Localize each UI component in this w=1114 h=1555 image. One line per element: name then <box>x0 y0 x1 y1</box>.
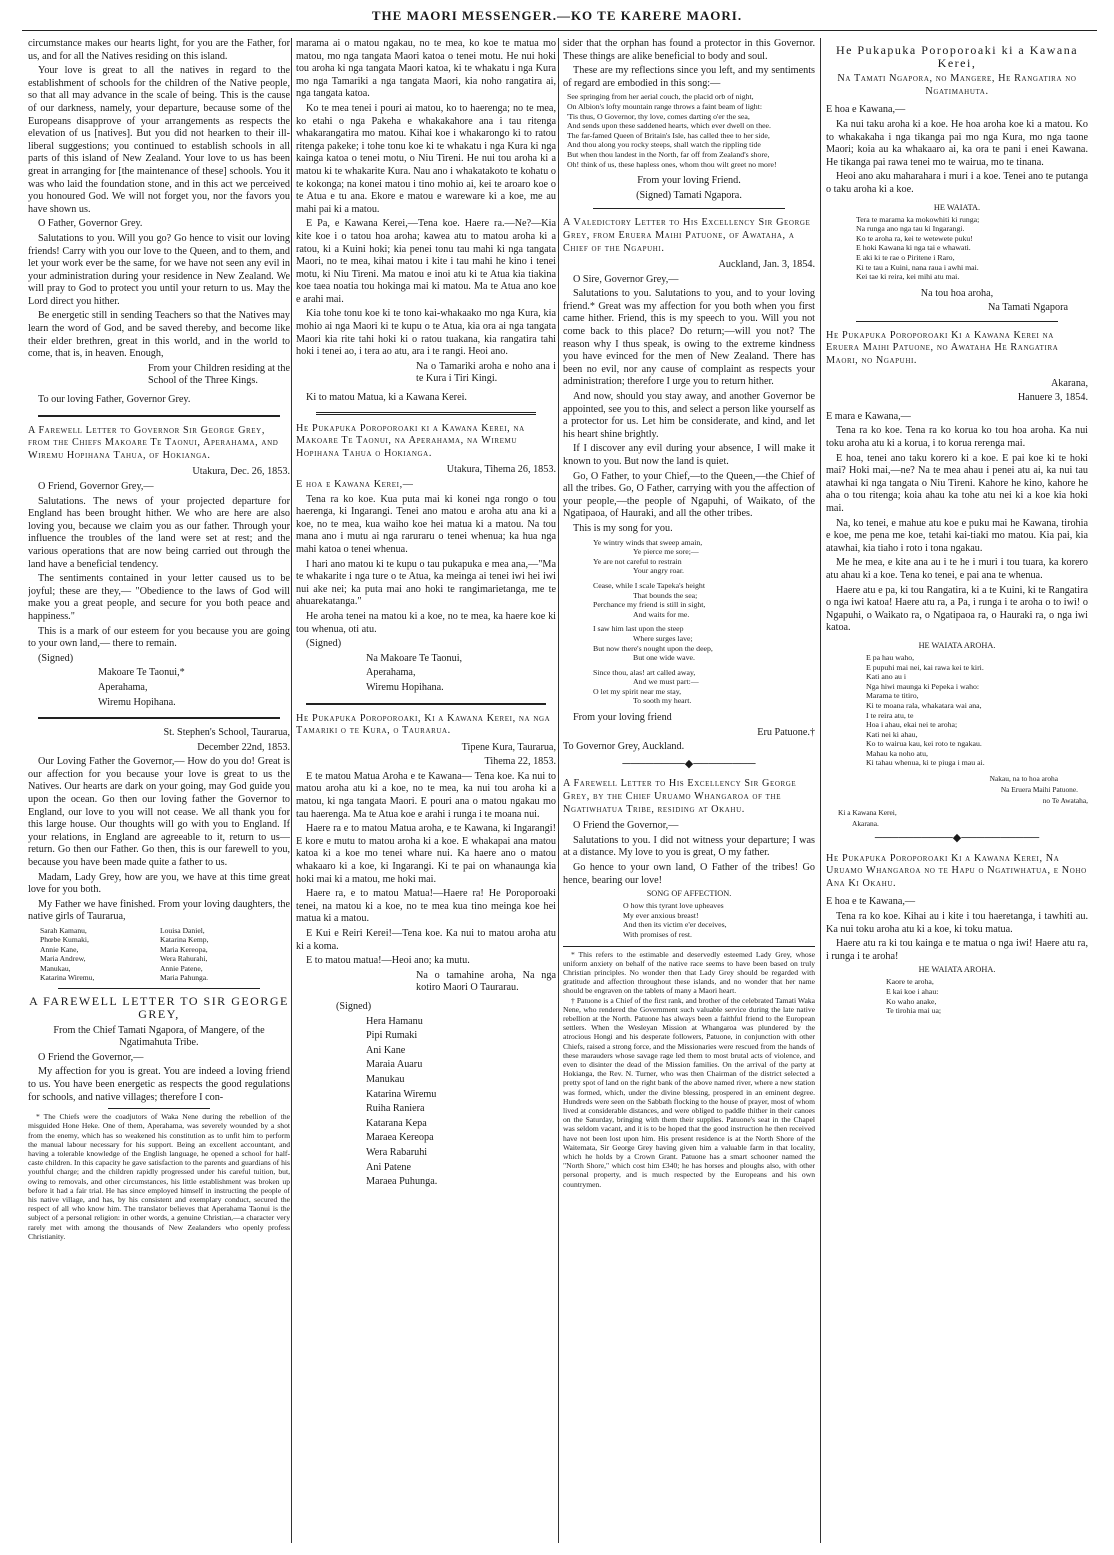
salutation: E mara e Kawana,— <box>826 410 911 422</box>
signature: From your loving Friend. <box>637 175 741 187</box>
poem-line: And sends upon these saddened hearts, which ever dwell on thee. <box>567 121 771 131</box>
poem-line: But one wide wave. <box>633 653 695 663</box>
signed-label: (Signed) <box>306 638 342 650</box>
article-heading: He Pukapuka Poroporoaki ki a Kawana Kerei, na Makoare Te Taonui, na Aperahama, na Wiremu Hopihana Tahua o Hokianga. <box>296 422 525 459</box>
column-divider <box>291 38 292 1543</box>
footnote-rule <box>108 1108 210 1109</box>
poem-line: O let my spirit near me stay, <box>593 686 682 696</box>
signature: Nakau, na to hoa aroha <box>989 774 1058 784</box>
poem-line: To sooth my heart. <box>633 696 692 706</box>
paragraph: Salutations to you. Will you go? Go hence to visit our loving friends! Carry with you our love to the Queen, and to them, and let your work ever be the same, for we have not seen any evil in your administration during your residence in New Zealand. We will pray to God to protect you until your return to us. May the Lord direct you hither. <box>28 232 290 307</box>
signatory: Maraea Puhunga. <box>366 1176 438 1188</box>
poem-line: I te reira atu, te <box>866 710 914 720</box>
salutation: O Father, Governor Grey. <box>38 218 143 230</box>
poem-line: But now there's nought upon the deep, <box>593 643 713 653</box>
paragraph: E to matou matua!—Heoi ano; ka mutu. <box>306 955 470 967</box>
signatory: Pipi Rumaki <box>366 1030 418 1042</box>
poem <box>563 538 815 707</box>
paragraph: E hoa, tenei ano taku korero ki a koe. E pai koe ki te hoki mai? Hoki mai,—ne? Na te mea ahau i penei atu ai, ka nui tau atawhai ki nga tangata o Niu Tireni. Kahore he kino, kahore he aha o tou ritenga; koia ahau ka tohe atu nei ki a koe kia hoki mai. <box>826 452 1088 514</box>
poem-line: Kati nei ki ahau, <box>866 729 918 739</box>
poem-line: But when thou landest in the North, far off from Zealand's shore, <box>567 149 770 159</box>
signatory: Annie Patene, <box>160 963 203 973</box>
dateline: Tipene Kura, Taurarua, <box>461 741 556 753</box>
article-heading: He Pukapuka Poroporoaki, Ki a Kawana Kerei, na nga Tamariki o te Kura, o Taurarua. <box>296 712 551 737</box>
poem-line: Ko to wairua kau, kei roto te ngakau. <box>866 739 982 749</box>
paragraph: Haere atu ra ki tou kainga e te matua o nga iwi! Haere atu ra, i runga i te aroha! <box>826 938 1088 962</box>
paragraph: Tena ra ko koe. Tena ra ko korua ko tou hoa aroha. Ka nui toku aroha atu ki a korua, i to korua rerenga mai. <box>826 425 1088 450</box>
poem-line: Your angry roar. <box>633 566 684 576</box>
signature: Na Tamati Ngapora <box>987 302 1068 314</box>
paragraph: Go, O Father, to your Chief,—to the Queen,—the Chief of all the tribes. Go, O Father, carrying with you the affection of your people,—the people of Ngapuhi, of Waikato, of the Ngatipaoa, of Hauraki, and all the other tribes. <box>563 470 815 520</box>
section-rule <box>316 412 536 415</box>
signatory: Wiremu Hopihana. <box>98 696 176 708</box>
song-heading: HE WAIATA. <box>933 202 981 212</box>
poem <box>826 653 1088 768</box>
address: Akarana. <box>852 818 879 828</box>
paragraph: Haere atu e pa, ki tou Rangatira, ki a te Kuini, ki te Rangatira o nga iwi katoa! Haere atu ra, a Pa, i runga i te aroha o to iwi! o Ngapuhi, o Waikato ra, o Ngatipaoa ra, o Hauraki ra, o nga iwi katoa. <box>826 584 1088 634</box>
signature: Na o tamahine aroha, Na nga kotiro Maori O Taurarau. <box>416 969 556 994</box>
signatory: Katarina Kemp, <box>160 935 209 945</box>
paragraph: Go hence to your own land, O Father of the tribes! Go hence, bearing our love! <box>563 862 815 886</box>
masthead: THE MAORI MESSENGER.—KO TE KARERE MAORI. <box>371 8 743 23</box>
poem-line: Kei tae ki reira, kei mihi atu mai. <box>856 272 960 282</box>
poem-line: Ye are not careful to restrain <box>593 556 682 566</box>
ornament-rule: ──────────◆────────── <box>874 832 1040 845</box>
section-rule <box>593 208 785 209</box>
article-subheading: Na Tamati Ngapora, no Mangere, He Rangatira no Ngatimahuta. <box>837 73 1077 97</box>
signatory: Wera Rahurahi, <box>160 954 208 964</box>
paragraph: If I discover any evil during your absence, I will make it known to you. But now the land is quiet. <box>563 443 815 467</box>
paragraph: E Pa, e Kawana Kerei,—Tena koe. Haere ra.—Ne?—Kia kite koe i o tatou hoa aroha; kawea atu to matou aroha ki a ratou, ki a Kuini hoki; kia penei tonu tau mahi ki nga tangata Maori, no te mea, kihai matou i kite i tau mahi he kino i tenei motu, ki Niu Tireni. Ma matou e inoi atu ki te Atua kia tiakina koe taea noatia tou hokinga mai ki matou. Ma te Atua ano koe e arahi mai. <box>296 218 556 305</box>
signature: Na tou hoa aroha, <box>920 287 994 299</box>
paragraph: Heoi ano aku maharahara i muri i a koe. Tenei ano te putanga o taku aroha ki a koe. <box>826 171 1088 195</box>
signatory: Maraea Kereopa <box>366 1132 434 1144</box>
footnote: † Patuone is a Chief of the first rank, and brother of the celebrated Tamati Waka Nene, who rendered the Government such valuable service during the late native rebellion at the North. Patuone has always been a faithful friend to the European settlers. When the Wesleyan Mission at Whangaroa was plundered by the atrocious Hongi and his desperate followers, Patuone, in conjunction with other Chiefs, raised a strong force, and the Missionaries were rescued from the hands of these marauders whose savage rage led them to most brutal acts of violence, and even to disinter the dead of the Mission families. On the arrival of the party at Hokianga, the Rev. N. Turner, who was then Chairman of the district selected a pretty spot of land on the right bank of the above named river, where a new station was formed, which, under the divine blessing, prospered in an eminent degree. Hundreds were seen on the Sabbath flocking to the house of prayer, most of whom lived at considerable distances, and were obliged to paddle thither in their canoes on the Saturday, bringing with them their supplies. Patuone's seat in the Chapel was seldom vacant, and it is to be hoped that the good instruction he then received have not been lost upon him. His present residence is at the North Shore of the Waitemata, Sir George Grey having given him a valuable farm in that locality, which he holds by a Crown Grant. Patuone has a smart schooner named the "North Shore," which cost him £340; he has horses and ploughs also, with other personal property, and is much respected by the Europeans and his own countrymen. <box>563 995 815 1189</box>
poem <box>563 901 815 939</box>
paragraph: Be energetic still in sending Teachers so that the Natives may learn the word of God, and be saved thereby, and become like their elder brethren, great in this world, and in the world to come, that is, in heaven. Enough, <box>28 310 290 360</box>
paragraph: Your love is great to all the natives in regard to the establishment of schools for the children of the Native people, so that all may advance in the scale of being. This is the cause of our darkness, namely, your departure, because some of the Europeans disapprove of your arrangements as respects the elevation of us [natives]. But you did not hearken to their ill-liberal suggestions; you continued to establish schools in all parts of this island of New Zealand. Your love to us has been great in arranging for [the maintenance of these] schools. You it was who laid the foundation stone, and in this act we perceived you honoured God. We will not forget you, nor the favors you have shown us. <box>28 65 290 215</box>
poem-line: Na runga ano nga tau ki Ingarangi. <box>856 224 965 234</box>
article-heading: A Farewell Letter to His Excellency Sir George Grey, by the Chief Uruamo Whangaroa of the Ngatiwhatua Tribe, residing at Okahu. <box>563 778 797 815</box>
paragraph: Salutations. The news of your projected departure for England has been brought hither. We who are here are also loving you, because we claim you as our father. Through your influence the troubles of the land were set at rest; and the various operations that are now being carried out through the land have a beneficial tendency. <box>28 495 290 570</box>
poem-line: E kai koe i ahau: <box>886 987 939 997</box>
address: Ki a Kawana Kerei, <box>838 807 897 817</box>
article-subheading: From the Chief Tamati Ngapora, of Mangere, of the Ngatimahuta Tribe. <box>53 1024 265 1049</box>
poem-line: Ki te tau a Kuini, nana raua i awhi mai. <box>856 262 979 272</box>
poem-line: With promises of rest. <box>623 929 692 939</box>
poem <box>826 977 1088 1015</box>
dateline: St. Stephen's School, Taurarua, <box>163 727 290 739</box>
poem-line: Kaore te aroha, <box>886 977 934 987</box>
ornament-rule: ────────◆──────── <box>622 757 756 770</box>
paragraph: And now, should you stay away, and another Governor be appointed, see you to this, and select a person like yourself as a protector for us. Let him be considerate, and kind, and let his heart shine brightly. <box>563 391 815 440</box>
poem-line: Perchance my friend is still in sight, <box>593 600 706 610</box>
poem-line: I saw him last upon the steep <box>593 624 684 634</box>
paragraph: Haere ra e to matou Matua aroha, e te Kawana, ki Ingarangi! E kore e mutu to matou aroha ki a koe. E whakapai ana matou katoa ki a koe mo tenei whare nui. Ka haere ano o matou whakaaro ki a koe, ki Ingarangi. Ki te pai on whanaunga kia hoki mai ki a matou, me hoki mai. <box>296 823 556 885</box>
section-rule <box>58 988 260 989</box>
song-heading: SONG OF AFFECTION. <box>646 889 732 899</box>
footnote: * The Chiefs were the coadjutors of Waka Nene during the rebellion of the misguided Hone Heke. One of them, Aperahama, was severely wounded by a shot from the enemy, which has so weakened his constitution as to unfit him to perform the manual labour necessary for his support. Being an excellent accountant, and having a tolerable knowledge of the English language, he opened a school for half-caste children. In this capacity he gave satisfaction to the parents and guardians of his youthful charge; and the children rapidly progressed under his careful tuition, but, owing to removals, and other circumstances, his little establishment was broken up before it had a fair trial. He has since employed himself in instructing the people of his native village, and has, by his consistent and exemplary conduct, secured the respect of all who know him. The translator believes that Aperahama Taonui is the subject of a personal religion: in other words, a genuine Christian,—a character very rarely met with among the thousands of New Zealanders who openly profess Christianity. <box>28 1112 290 1241</box>
address: Ki to matou Matua, ki a Kawana Kerei. <box>306 392 467 404</box>
signatory: Ani Patene <box>366 1161 411 1173</box>
poem-line: On Albion's lofty mountain range throws a faint beam of light: <box>567 101 762 111</box>
poem-line: Since thou, alas! art called away, <box>593 667 696 677</box>
paragraph: Na, ko tenei, e mahue atu koe e puku mai he Kawana, tirohia e koe, me pena me koe, tetahi kai-tiaki mo matou. Kia pai, kia atawhai, kia tiaho i roto i tona ngakau. <box>826 517 1088 554</box>
paragraph: Ko te mea tenei i pouri ai matou, ko to haerenga; no te mea, ko etahi o nga Pakeha e whakakahore ana i tau ritenga whakarangatira mo matou. Kihai koe i whakarongo ki to ratou ritenga pakeke; i tohe tonu koe ki te whakatu i nga Kura ki nga kainga katoa o tenei motu, o Niu Tireni. He nui tou aroha ki a matou ki te whakarite Kura. Nau ano i whakatakoto te kohatu o te kokonga; na konei matou i tino mohio ai, kei te aroaro koe o te Atua e tu ana. Ekore e matou e wareware ki a koe, me au mahi pai ki a matou. <box>296 102 556 215</box>
paragraph: Salutations to you. I did not witness your departure; I was at a distance. My love to you is great, O my father. <box>563 834 815 859</box>
address: To Governor Grey, Auckland. <box>563 741 685 753</box>
dateline: Hanuere 3, 1854. <box>1017 392 1088 404</box>
song-heading: HE WAIATA AROHA. <box>918 965 996 975</box>
dateline: Utakura, Tihema 26, 1853. <box>446 464 556 476</box>
poem-line: E pupuhi mai nei, kai rawa kei te kiri. <box>866 662 984 672</box>
paragraph: Haere ra, e to matou Matua!—Haere ra! He Poroporoaki tenei, na matou ki a koe, no te mea kua tino meinga koe hei matua ki a matou. <box>296 888 556 925</box>
signatory: Maria Pahunga. <box>160 973 209 983</box>
poem-line: Tera te marama ka mokowhiti ki runga; <box>856 214 980 224</box>
poem-line: My ever anxious breast! <box>623 910 699 920</box>
paragraph: This is my song for you. <box>573 522 673 534</box>
poem-line: E hoki Kawana ki nga tai e whawati. <box>856 243 971 253</box>
signature: Na Eruera Maihi Patuone. <box>1000 785 1078 795</box>
signature: (Signed) Tamati Ngapora. <box>636 189 742 201</box>
paragraph: Our Loving Father the Governor,— How do you do! Great is our affection for you because your love is great to us the Natives. Our hearts are dark on your going, may God guide you upon the ocean. Go then our loving father the Governor to England, our love to you will not cease. We all thank you for this large house. Our thoughts will go with you to England. If your relations, in England are agreeable to it, return to us—return. Go then our Father. Go then, this is our farewell to you, because you have been made quite a father to us. <box>28 756 290 869</box>
column-divider <box>558 38 559 1543</box>
poem-line: Ye wintry winds that sweep amain, <box>593 537 703 547</box>
poem <box>826 215 1088 282</box>
paragraph: marama ai o matou ngakau, no te mea, ko koe te matua mo matou, mo nga tangata Maori katoa o tenei motu. He nui hoki tou aroha ki nga tangata Maori katoa, ki te whakatu i nga Kura mo nga Tamariki a nga tangata Maori, kia noho rangatira ai, nga tangata katoa. <box>296 38 556 100</box>
dateline: Auckland, Jan. 3, 1854. <box>718 259 815 271</box>
signatory: Katarina Wiremu <box>366 1088 437 1100</box>
poem-line: E pa hau waho, <box>866 652 915 662</box>
article-heading: He Pukapuka Poroporoaki ki a Kawana Kerei, <box>835 43 1079 70</box>
signatory-list <box>28 926 290 982</box>
poem-line: See springing from her aerial couch, the placid orb of night, <box>567 92 754 102</box>
signature: From your Children residing at the School of the Three Kings. <box>148 362 290 387</box>
paragraph: circumstance makes our hearts light, for you are the Father, for us, and for all the Natives residing on this island. <box>28 38 290 62</box>
signature: Na o Tamariki aroha e noho ana i te Kura i Tiri Kingi. <box>416 360 556 385</box>
column-divider <box>820 38 821 1543</box>
poem-line: That bounds the sea; <box>633 590 698 600</box>
signatory: Ani Kane <box>366 1044 406 1056</box>
paragraph: The sentiments contained in your letter caused us to be joyful; these are they,— "Obedience to the laws of God will make you a great people, and secure for you both peace and happiness." <box>28 573 290 622</box>
poem-line: Where surges lave; <box>633 633 693 643</box>
poem-line: O how this tyrant love upheaves <box>623 901 724 911</box>
column-2 <box>296 38 556 1543</box>
signatory: Katarina Wiremu, <box>40 973 95 983</box>
section-rule <box>38 415 280 417</box>
section-rule <box>306 703 546 705</box>
salutation: O Friend the Governor,— <box>573 820 679 832</box>
paragraph: He aroha tenei na matou ki a koe, no te mea, ka haere koe ki tou whenua, oti atu. <box>296 610 556 635</box>
paragraph: Madam, Lady Grey, how are you, we have at this time great love for you both. <box>28 871 290 896</box>
poem-line: Nga hiwi maunga ki Pepeka i waho: <box>866 681 980 691</box>
salutation: E hoa e Kawana Kerei,— <box>296 479 414 490</box>
poem-line: And waits for me. <box>633 609 690 619</box>
dateline: Tihema 22, 1853. <box>484 756 556 768</box>
signatory: Wiremu Hopihana. <box>366 681 444 693</box>
poem-line: Marama te titiro, <box>866 691 919 701</box>
paragraph: I hari ano matou ki te kupu o tau pukapuka e mea ana,—"Ma te whakarite i nga ture o te Atua, ka meinga ai tenei iwi hei iwi nui ake nei; ka puta mai ano hoki te rangimarietanga, me te ahuarekatanga." <box>296 558 556 608</box>
poem-line: Cease, while I scale Tapeka's height <box>593 580 705 590</box>
poem-line: Oh! think of us, these hapless ones, whom thou wilt greet no more! <box>567 159 777 169</box>
signatory: Wera Rabaruhi <box>366 1146 428 1158</box>
column-4 <box>826 38 1088 1543</box>
poem-line: Ko te aroha ra, kei te wetewete puku! <box>856 233 973 243</box>
salutation: E hoa e te Kawana,— <box>826 896 916 908</box>
article-heading: A Valedictory Letter to His Excellency Sir George Grey, from Eruera Maihi Patuone, of Awataha, a Chief of the Ngapuhi. <box>563 217 811 254</box>
paragraph: These are my reflections since you left, and my sentiments of regard are embodied in this song:— <box>563 65 815 89</box>
signatory: Hera Hamanu <box>366 1015 423 1027</box>
masthead-rule <box>22 30 1097 31</box>
salutation: O Friend the Governor,— <box>38 1051 144 1063</box>
signatory: Manukau <box>366 1073 405 1085</box>
signature: From your loving friend <box>573 712 672 724</box>
paragraph: Tena ra ko koe. Kihai au i kite i tou haeretanga, i tawhiti au. Ka nui toku aroha atu ki a koe, ki toku matua. <box>826 911 1088 935</box>
section-rule <box>38 717 280 719</box>
paragraph: Me he mea, e kite ana au i te he i muri i tou tuara, ka korero atu ahau ki a koe. Tena ko tenei, e pai ana te whenua. <box>826 557 1088 581</box>
signatory: Aperahama, <box>366 667 416 679</box>
paragraph: This is a mark of our esteem for you because you are going to your own land,— there to remain. <box>28 625 290 650</box>
poem-line: 'Tis thus, O Governor, thy love, comes darting o'er the sea, <box>567 111 750 121</box>
salutation: O Sire, Governor Grey,— <box>573 273 679 285</box>
poem-line: Hoa i ahau, ekai nei te aroha; <box>866 720 958 730</box>
signatory: Phœbe Kumaki, <box>40 935 89 945</box>
dateline: December 22nd, 1853. <box>197 741 290 753</box>
poem-line: Ko waho anake, <box>886 996 937 1006</box>
signatory: Makoare Te Taonui,* <box>98 667 185 679</box>
poem-line: E aki ki te rae o Piritene i Raro, <box>856 252 955 262</box>
footnote: * This refers to the estimable and deservedly esteemed Lady Grey, whose uniform anxiety on behalf of the native race seems to have been based on truly Christian principles. No wonder then that Lady Grey should be regarded with gratitude and affection throughout these islands, and no wonder that her name should be engraven on the tablets of many a Maori heart. <box>563 949 815 996</box>
signatory: Ruiha Raniera <box>366 1103 425 1115</box>
poem-line: Mahau ka noho atu, <box>866 748 928 758</box>
dateline: Utakura, Dec. 26, 1853. <box>192 466 290 478</box>
article-heading: He Pukapuka Poroporoaki Ki a Kawana Kerei, Na Uruamo Whangaroa no te Hapu o Ngatiwhatua, e Noho Ana Ki Okahu. <box>826 852 1087 889</box>
poem-line: Ye pierce me sore;— <box>633 547 699 557</box>
poem-line: And thou along you rocky steeps, shall watch the rippling tide <box>567 140 761 150</box>
paragraph: E te matou Matua Aroha e te Kawana— Tena koe. Ka nui to matou aroha atu ki a koe, no te mea, ka nui tou aroha ki a matou, ki nga tangata Maori. E pouri ana o matou ngakau mo tau haerenga. Ma te Atua koe e arahi i runga i te moana nui. <box>296 770 556 820</box>
signatory: Aperahama, <box>98 681 148 693</box>
paragraph: Tena ra ko koe. Kua puta mai ki konei nga rongo o tou haerenga, ki Ingarangi. Tenei ano matou e aroha atu ana ki a koe, no te mea, kua waiho koe hei matua ki a matou. Na tou mana ano i mutu ai nga raruraru o tenei whenua; ka hua nga mahi katoa o tenei whenua. <box>296 493 556 555</box>
signatory: Louisa Daniel, <box>160 926 205 935</box>
poem-line: And we must part:— <box>633 677 699 687</box>
paragraph: My Father we have finished. From your loving daughters, the native girls of Taurarua, <box>28 898 290 923</box>
article-heading: He Pukapuka Poroporoaki Ki a Kawana Kerei na Eruera Maihi Patuone, no Awataha He Rangatira Maori, no Ngapuhi. <box>826 329 1059 367</box>
salutation: O Friend, Governor Grey,— <box>38 481 154 492</box>
signature: Eru Patuone.† <box>757 726 815 738</box>
signed-label: (Signed) <box>336 1000 372 1012</box>
signature: no Te Awataha, <box>1042 796 1088 806</box>
paragraph: Salutations to you. Salutations to you, and to your loving friend.* Great was my affection for you both when you first came hither. Friend, this is my speech to you. Will you not come back to this place? Do return;—will you not? The reason why I thus speak, is owing to the extreme kindness you have evinced for the men of New Zealand. There has been no evil, nor any cause of complaint as respects your administration; therefore I urge you to return hither. <box>563 288 815 388</box>
footnote-rule <box>563 946 815 947</box>
column-1 <box>28 38 290 1543</box>
poem-line: The far-famed Queen of Britain's Isle, has called thee to her side, <box>567 130 770 140</box>
signatory: Maraia Auaru <box>366 1059 423 1071</box>
song-heading: HE WAIATA AROHA. <box>918 640 996 650</box>
signatory: Sarah Kamanu, <box>40 926 87 935</box>
paragraph: E Kui e Reiri Kerei!—Tena koe. Ka nui to matou aroha atu ki a koma. <box>296 928 556 952</box>
signed-label: (Signed) <box>38 652 74 664</box>
signatory: Na Makoare Te Taonui, <box>366 652 463 664</box>
paragraph: Kia tohe tonu koe ki te tono kai-whakaako mo nga Kura, kia mohio ai nga Maori ki te kupu o te Atua, kia ora ai nga tangata Maori kia rite tahi hoki ki o ratou tuakana, kia rangatira tahi hoki i tenei ao, i tera ao atu, ara i te rangi. Heoi ano. <box>296 308 556 358</box>
poem-line: Ki tahau whenua, ki te piuga i mau ai. <box>866 758 985 768</box>
signatory: Katarana Kepa <box>366 1117 427 1129</box>
paragraph: Ka nui taku aroha ki a koe. He hoa aroha koe ki a matou. Ko to whakakaha i nga tikanga pai mo nga Kura, mo nga taone Maori; koia au ka whakaaro ai, ka ora te pani i enei Kawana. He tikanga pai rawa tenei mo te wairua, mo te tinana. <box>826 118 1088 168</box>
poem-line: Te tirohia mai ua; <box>886 1006 942 1016</box>
poem-line: Ki te moana rala, whakatara wai ana, <box>866 700 982 710</box>
salutation: E hoa e Kawana,— <box>826 104 906 116</box>
address: To our loving Father, Governor Grey. <box>38 394 191 406</box>
dateline: Akarana, <box>1050 377 1088 389</box>
signatory: Manukau, <box>40 963 71 973</box>
poem <box>563 92 815 169</box>
signatory: Annie Kane, <box>40 944 79 954</box>
section-rule <box>856 321 1058 322</box>
article-heading: A Farewell Letter to Governor Sir George Grey, from the Chiefs Makoare Te Taonui, Aperahama, and Wiremu Hopihana Tahua, of Hokianga. <box>28 424 279 461</box>
article-heading: A FAREWELL LETTER TO SIR GEORGE GREY, <box>29 994 289 1022</box>
paragraph: sider that the orphan has found a protector in this Governor. These things are alike beneficial to body and soul. <box>563 38 815 62</box>
signatory: Maria Andrew, <box>40 954 86 964</box>
column-3 <box>563 38 815 1543</box>
paragraph: My affection for you is great. You are indeed a loving friend to us. You have been energetic as respects the good regulations for schools, and native villages; therefore I con- <box>28 1066 290 1103</box>
poem-line: Kati ano au i <box>866 672 907 682</box>
signatory: Maria Kereopa, <box>160 944 208 954</box>
poem-line: And then its victim e'er deceives, <box>623 920 727 930</box>
